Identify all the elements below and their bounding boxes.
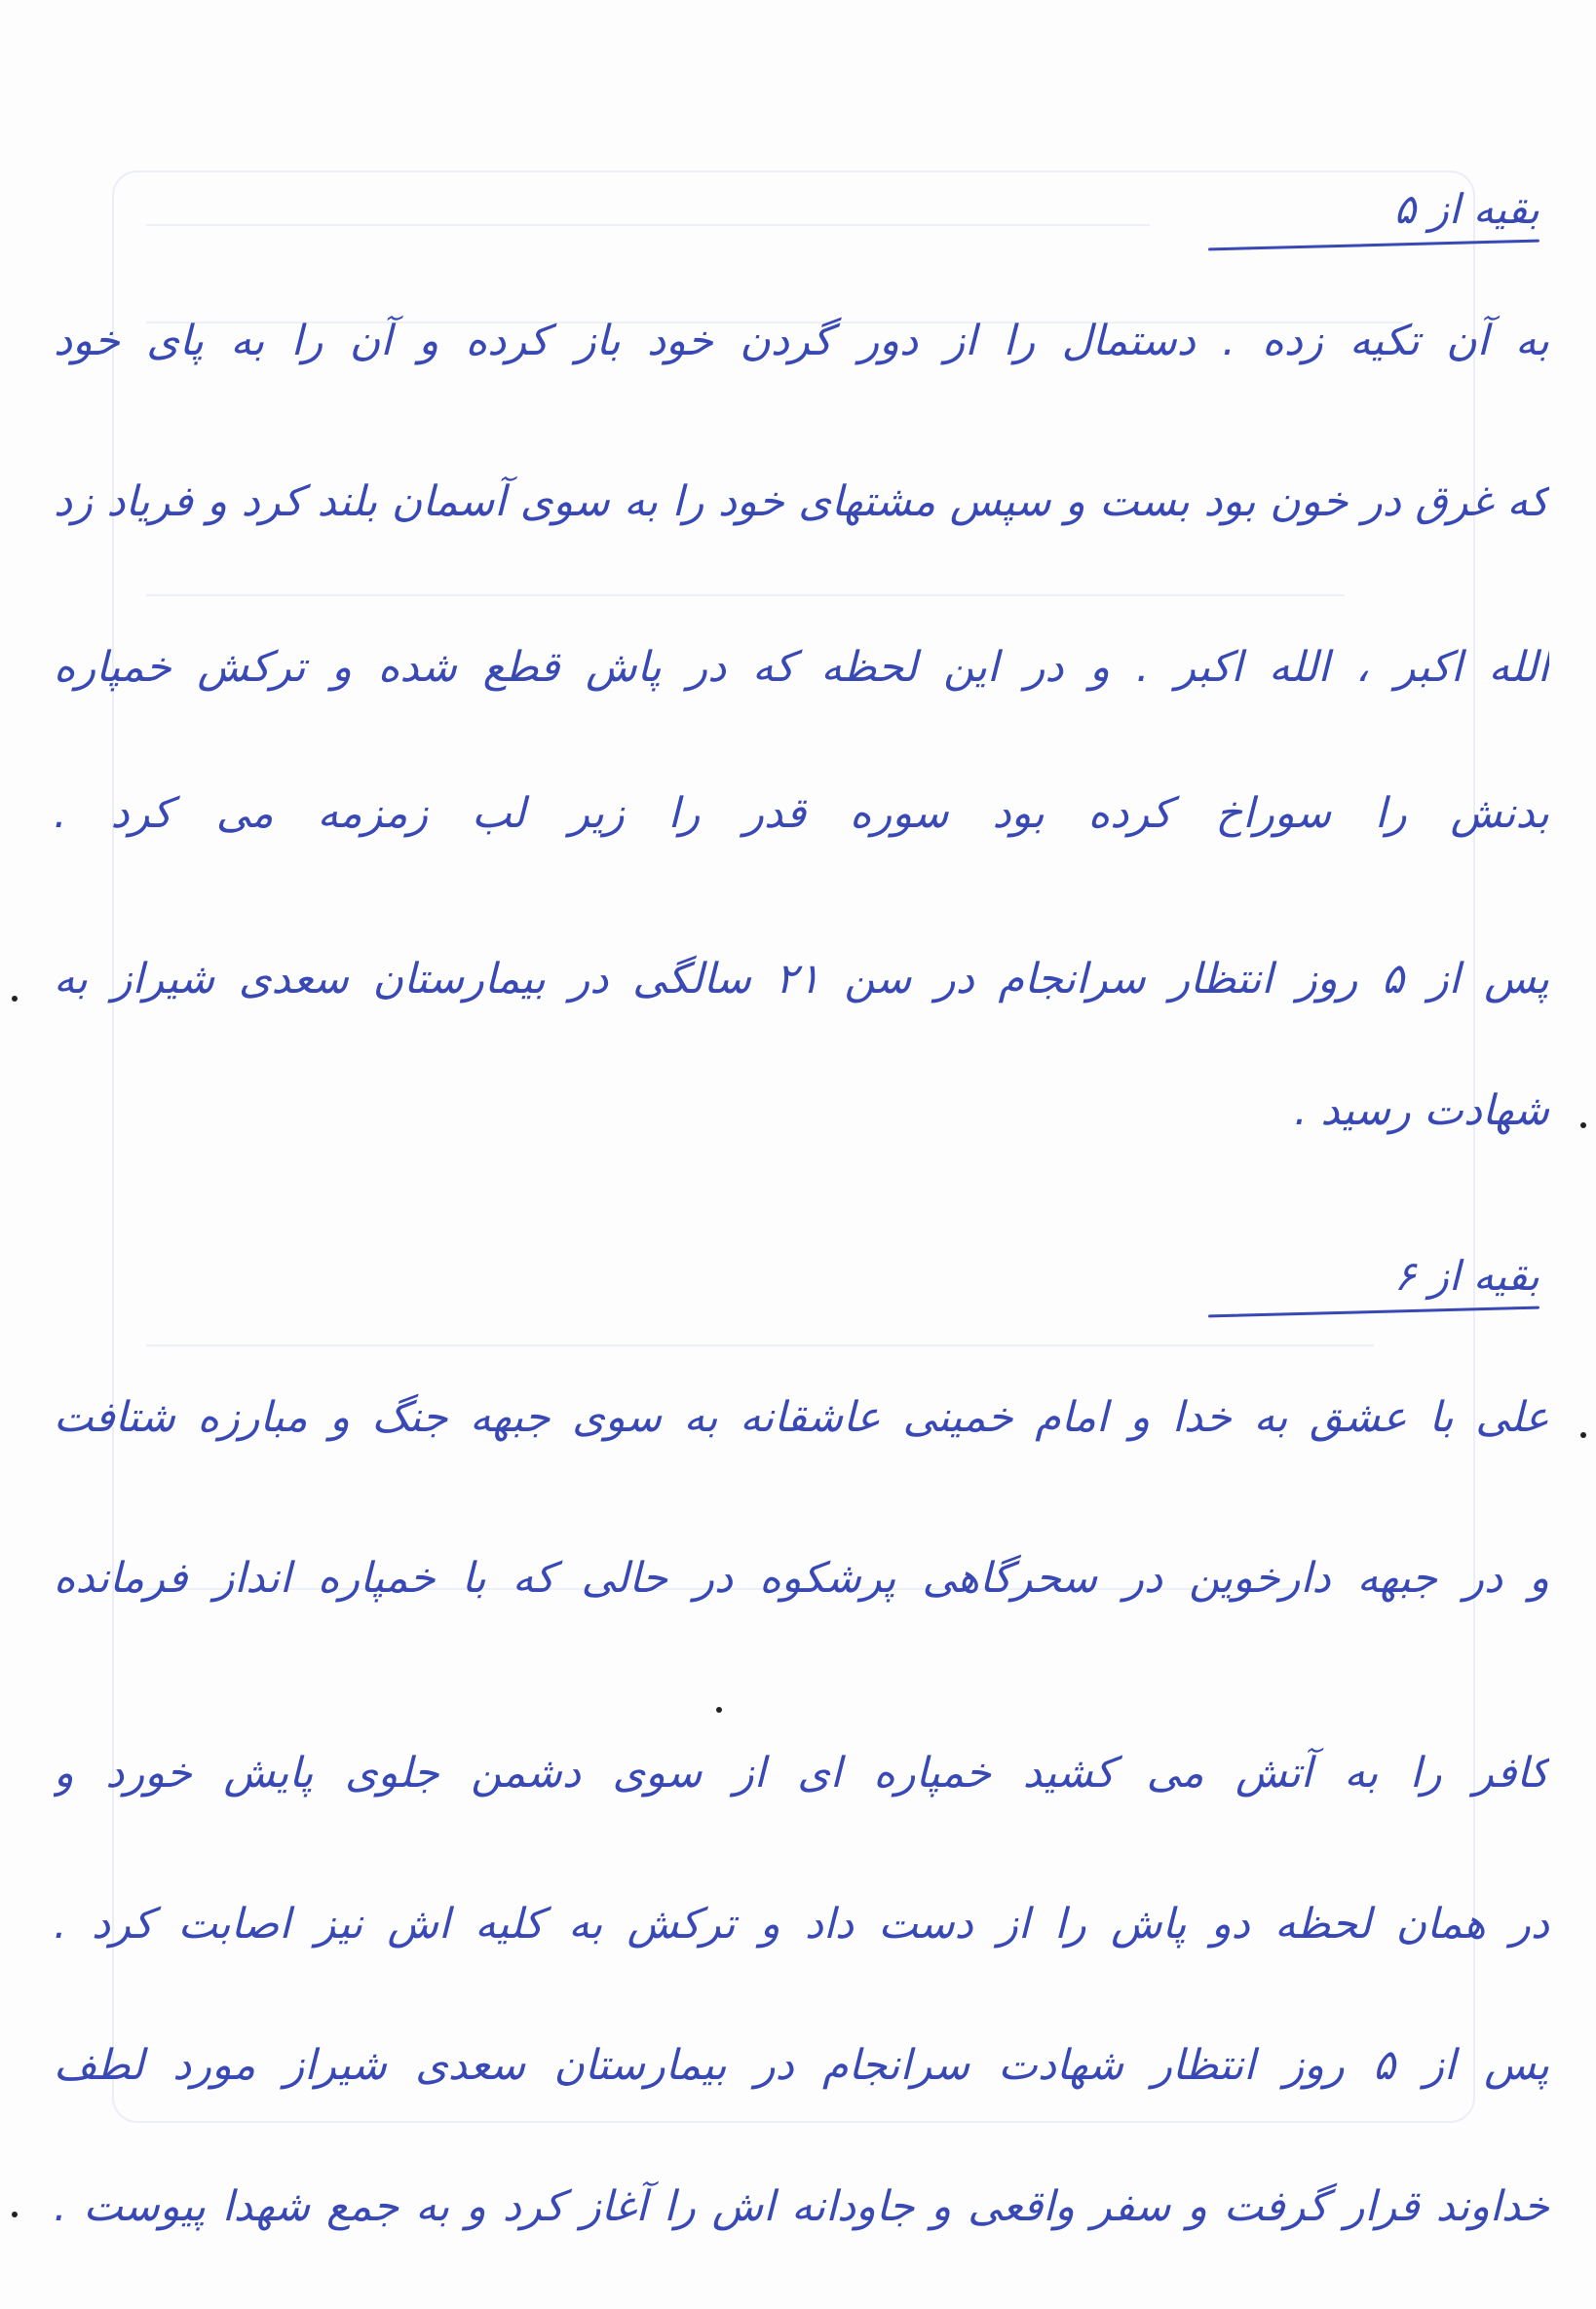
section-6-line: پس از ۵ روز انتظار شهادت سرانجام در بیمارستان سعدی شیراز مورد لطف [54,2041,1549,2090]
section-5-line: الله اکبر ، الله اکبر . و در این لحظه که در پاش قطع شده و ترکش خمپاره [54,643,1549,692]
section-5-heading-text: بقیه از ۵ [1393,185,1539,233]
margin-dot [1580,1122,1586,1128]
section-6-heading [1208,1252,1539,1300]
section-6-line: کافر را به آتش می کشید خمپاره ای از سوی دشمن جلوی پایش خورد و [54,1749,1549,1798]
bleed-through-line [146,224,1150,226]
margin-dot [1580,1432,1586,1438]
section-6-line: خداوند قرار گرفت و سفر واقعی و جاودانه اش را آغاز کرد و به جمع شهدا پیوست . [54,2182,1549,2231]
section-5-line: بدنش را سوراخ کرده بود سوره قدر را زیر لب زمزمه می کرد . [54,789,1549,838]
margin-dot [12,996,18,1002]
bleed-through-line [146,594,1345,596]
margin-dot [12,2212,18,2217]
section-5-line: که غرق در خون بود بست و سپس مشتهای خود را به سوی آسمان بلند کرد و فریاد زد [54,477,1549,526]
section-5-line: شهادت رسید . [1294,1086,1549,1135]
section-5-line: به آن تکیه زده . دستمال را از دور گردن خود باز کرده و آن را به پای خود [54,317,1549,365]
section-6-line: علی با عشق به خدا و امام خمینی عاشقانه به سوی جبهه جنگ و مبارزه شتافت [54,1393,1549,1442]
bleed-through-frame [112,170,1475,2123]
section-6-heading-text: بقیه از ۶ [1393,1252,1539,1300]
section-5-line: پس از ۵ روز انتظار سرانجام در سن ۲۱ سالگی در بیمارستان سعدی شیراز به [54,955,1549,1003]
section-6-line: در همان لحظه دو پاش را از دست داد و ترکش به کلیه اش نیز اصابت کرد . [54,1900,1549,1949]
section-5-heading [1208,185,1539,233]
section-6-line: و در جبهه دارخوین در سحرگاهی پرشکوه در حالی که با خمپاره انداز فرمانده [54,1554,1549,1603]
bleed-through-line [146,1344,1374,1346]
ink-spot [716,1707,722,1713]
